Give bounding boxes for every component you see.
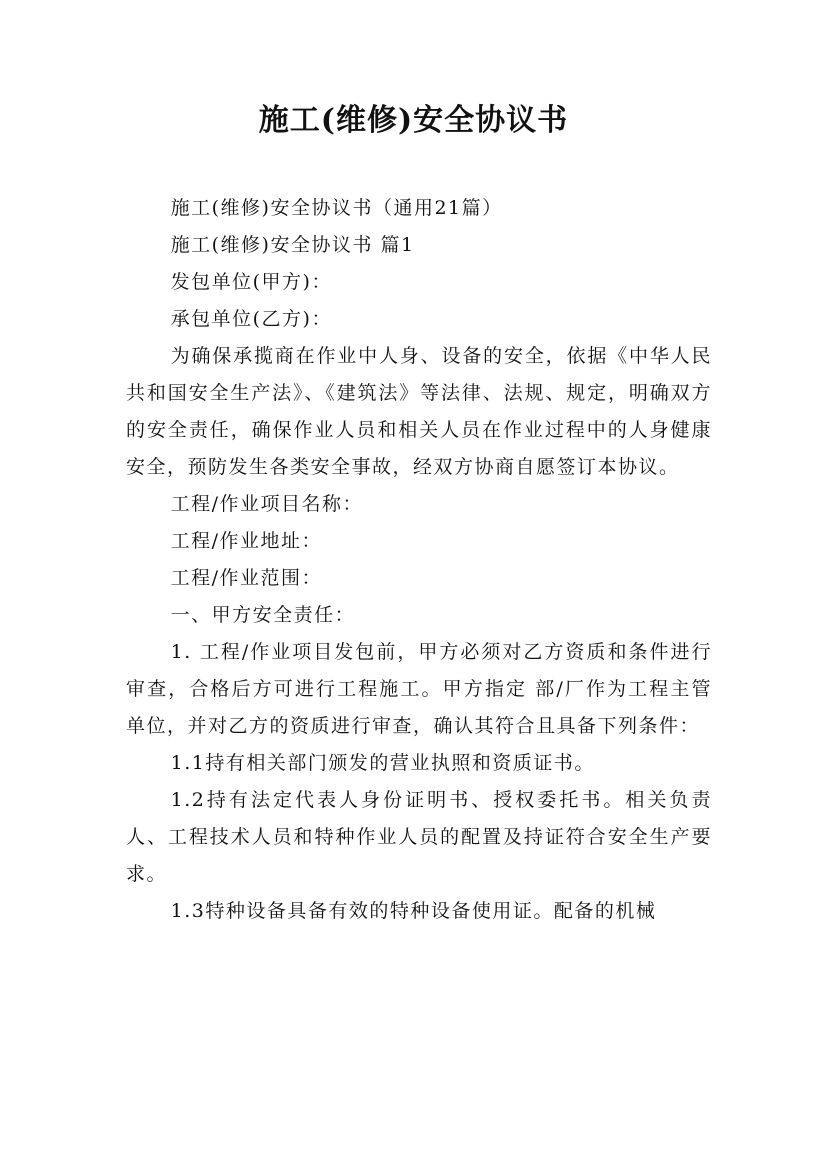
paragraph-purpose: 为确保承揽商在作业中人身、设备的安全，依据《中华人民共和国安全生产法》、《建筑法》等法律、法规、规定，明确双方的安全责任，确保作业人员和相关人员在作业过程中的人身健康安全，预防发生各类安全事故，经双方协商自愿签订本协议。 bbox=[126, 345, 712, 478]
paragraph-party-b: 承包单位(乙方)： bbox=[170, 308, 332, 330]
paragraph-subtitle: 施工(维修)安全协议书（通用21篇） bbox=[170, 197, 503, 219]
paragraph-clause-1: 1. 工程/作业项目发包前，甲方必须对乙方资质和条件进行审查，合格后方可进行工程施工。甲方指定 部/厂作为工程主管单位，并对乙方的资质进行审查，确认其符合且具备下列条件： bbox=[126, 641, 712, 737]
paragraph-party-a: 发包单位(甲方)： bbox=[170, 271, 332, 293]
document-body bbox=[126, 190, 712, 930]
paragraph-project-name: 工程/作业项目名称： bbox=[170, 493, 364, 515]
paragraph-party-a-duties-heading: 一、甲方安全责任： bbox=[170, 604, 356, 626]
paragraph-project-scope: 工程/作业范围： bbox=[170, 567, 323, 589]
paragraph-section-heading: 施工(维修)安全协议书 篇1 bbox=[170, 234, 415, 256]
paragraph-project-address: 工程/作业地址： bbox=[170, 530, 323, 552]
paragraph-clause-1-1: 1.1持有相关部门颁发的营业执照和资质证书。 bbox=[170, 752, 595, 774]
document-title: 施工(维修)安全协议书 bbox=[258, 103, 569, 138]
paragraph-clause-1-2: 1.2持有法定代表人身份证明书、授权委托书。相关负责人、工程技术人员和特种作业人员的配置及持证符合安全生产要求。 bbox=[126, 789, 712, 885]
paragraph-clause-1-3: 1.3特种设备具备有效的特种设备使用证。配备的机械 bbox=[170, 900, 657, 922]
